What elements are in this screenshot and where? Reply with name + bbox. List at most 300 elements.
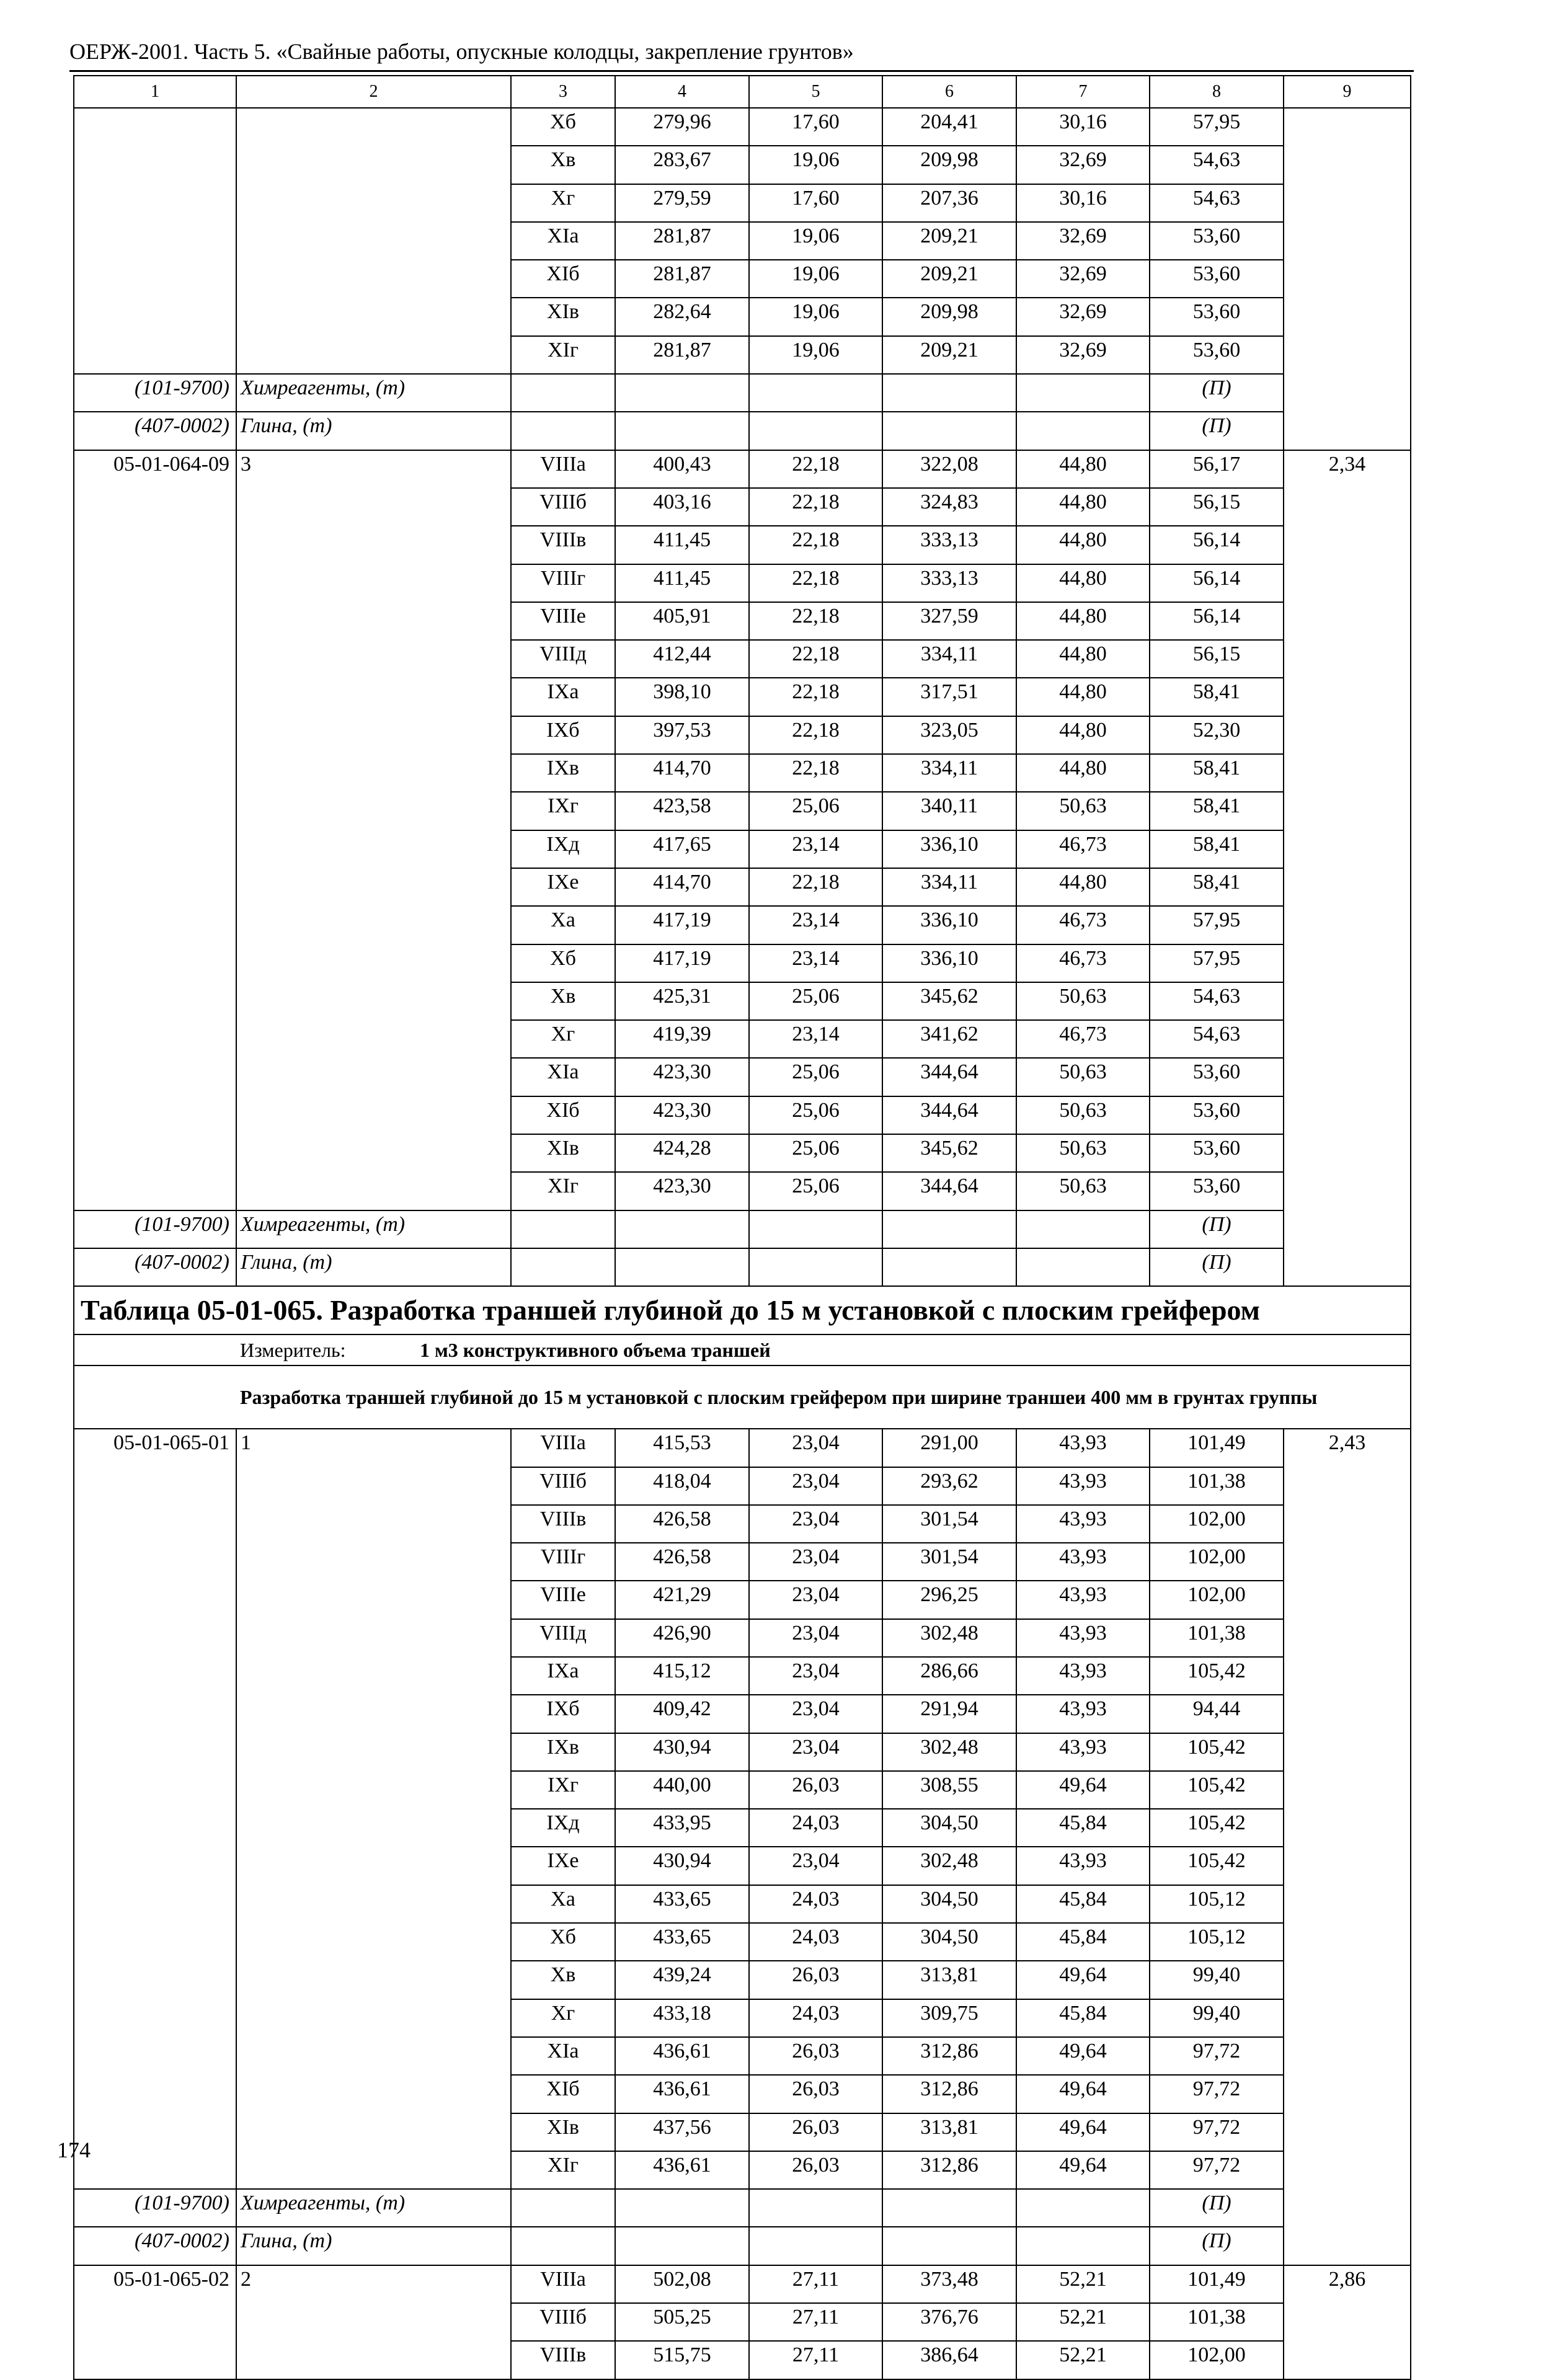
cell-col5: 23,04 [749,1695,882,1733]
cell-col7: 50,63 [1016,792,1150,830]
cell-col7: 44,80 [1016,602,1150,640]
cell-col7: 52,21 [1016,2341,1150,2379]
cell-col5: 19,06 [749,260,882,298]
cell-col5: 24,03 [749,1999,882,2037]
soil-group [236,108,511,374]
cell-col3: XIа [511,1058,615,1096]
column-number: 9 [1284,76,1411,108]
cell-col3: IXа [511,678,615,716]
cell-col3: VIIIа [511,450,615,488]
cell-col8: 97,72 [1150,2113,1284,2151]
cell-col7: 44,80 [1016,564,1150,602]
cell-col5: 25,06 [749,792,882,830]
material-row [74,1248,1411,1286]
cell-col3: VIIIе [511,1581,615,1618]
cell-col6: 313,81 [882,2113,1016,2151]
empty-cell [749,374,882,412]
cell-col8: 56,17 [1150,450,1284,488]
cell-col3: Xа [511,1885,615,1923]
cell-col7: 46,73 [1016,944,1150,982]
cell-col6: 209,98 [882,146,1016,184]
empty-cell [1016,374,1150,412]
cell-col5: 22,18 [749,868,882,906]
empty-cell [511,374,615,412]
cell-col6: 301,54 [882,1505,1016,1543]
cell-col5: 26,03 [749,2113,882,2151]
rate-code: 05-01-065-02 [74,2265,236,2379]
cell-col3: IXг [511,792,615,830]
cell-col4: 281,87 [615,336,749,374]
empty-cell [615,412,749,450]
cell-col3: Xа [511,906,615,944]
cell-col8: 58,41 [1150,754,1284,792]
table-title-row [74,1286,1411,1334]
unit-label: Измеритель: [240,1339,346,1362]
cell-col8: 101,49 [1150,1429,1284,1467]
cell-col3: VIIIв [511,1505,615,1543]
cell-col8: 56,15 [1150,488,1284,526]
material-mark: (П) [1150,1210,1284,1248]
cell-col7: 49,64 [1016,2075,1150,2113]
material-code: (101-9700) [74,2189,236,2227]
cell-col7: 49,64 [1016,2151,1150,2189]
cell-col8: 105,42 [1150,1771,1284,1809]
cell-col5: 22,18 [749,716,882,754]
cell-col8: 57,95 [1150,906,1284,944]
material-code: (407-0002) [74,412,236,450]
cell-col7: 49,64 [1016,2113,1150,2151]
material-mark: (П) [1150,2189,1284,2227]
cell-col7: 44,80 [1016,526,1150,564]
material-name: Химреагенты, (т) [236,374,511,412]
cell-col5: 23,04 [749,1733,882,1771]
cell-col8: 53,60 [1150,1134,1284,1172]
cell-col4: 440,00 [615,1771,749,1809]
cell-col7: 43,93 [1016,1847,1150,1885]
cell-col7: 43,93 [1016,1581,1150,1618]
cell-col7: 44,80 [1016,640,1150,678]
cell-col3: VIIIа [511,2265,615,2303]
cell-col3: VIIIе [511,602,615,640]
cell-col6: 209,98 [882,298,1016,335]
cell-col6: 302,48 [882,1847,1016,1885]
cell-col5: 22,18 [749,754,882,792]
empty-cell [1016,412,1150,450]
col9-value: 2,86 [1284,2265,1411,2379]
empty-cell [615,2227,749,2265]
cell-col5: 22,18 [749,526,882,564]
cell-col7: 50,63 [1016,1172,1150,1210]
cell-col8: 53,60 [1150,1058,1284,1096]
cell-col3: Xв [511,146,615,184]
material-name: Глина, (т) [236,1248,511,1286]
cell-col7: 32,69 [1016,222,1150,260]
column-number: 6 [882,76,1016,108]
unit-cell [236,1334,1411,1365]
cell-col6: 336,10 [882,830,1016,868]
cell-col6: 322,08 [882,450,1016,488]
cell-col8: 54,63 [1150,146,1284,184]
cell-col3: IXе [511,868,615,906]
cell-col6: 344,64 [882,1096,1016,1134]
cell-col8: 56,14 [1150,526,1284,564]
cell-col7: 52,21 [1016,2265,1150,2303]
cell-col3: Xг [511,1020,615,1058]
rate-code: 05-01-064-09 [74,450,236,1210]
cell-col6: 312,86 [882,2037,1016,2075]
cell-col4: 405,91 [615,602,749,640]
cell-col5: 17,60 [749,184,882,222]
cell-col5: 25,06 [749,1134,882,1172]
cell-col8: 102,00 [1150,1543,1284,1581]
cell-col4: 281,87 [615,222,749,260]
empty-cell [882,412,1016,450]
cell-col6: 286,66 [882,1657,1016,1695]
cell-col4: 412,44 [615,640,749,678]
cell-col8: 56,14 [1150,564,1284,602]
column-number: 3 [511,76,615,108]
table-title: Таблица 05-01-065. Разработка траншей глубиной до 15 м установкой с плоским грейфером [74,1286,1411,1334]
cell-col7: 30,16 [1016,108,1150,146]
cell-col3: XIв [511,1134,615,1172]
cell-col7: 44,80 [1016,488,1150,526]
cell-col8: 101,38 [1150,1619,1284,1657]
cell-col4: 409,42 [615,1695,749,1733]
cell-col7: 43,93 [1016,1657,1150,1695]
cell-col3: IXв [511,1733,615,1771]
cell-col5: 23,14 [749,944,882,982]
cell-col6: 327,59 [882,602,1016,640]
cell-col5: 23,04 [749,1429,882,1467]
cell-col3: Xв [511,1961,615,1999]
cell-col6: 376,76 [882,2303,1016,2341]
cell-col4: 415,12 [615,1657,749,1695]
cell-col3: XIб [511,2075,615,2113]
cell-col6: 317,51 [882,678,1016,716]
cell-col6: 209,21 [882,222,1016,260]
cell-col6: 302,48 [882,1733,1016,1771]
material-code: (101-9700) [74,1210,236,1248]
cell-col8: 97,72 [1150,2075,1284,2113]
cell-col3: VIIIг [511,564,615,602]
empty-cell [749,2227,882,2265]
cell-col5: 22,18 [749,450,882,488]
cell-col8: 97,72 [1150,2151,1284,2189]
table-row [74,2265,1411,2303]
cell-col8: 58,41 [1150,792,1284,830]
table-body [74,76,1411,2379]
cell-col4: 425,31 [615,982,749,1020]
cell-col8: 105,42 [1150,1657,1284,1695]
cell-col6: 301,54 [882,1543,1016,1581]
cell-col5: 19,06 [749,222,882,260]
cell-col7: 50,63 [1016,1134,1150,1172]
cell-col8: 97,72 [1150,2037,1284,2075]
cell-col3: XIг [511,336,615,374]
cell-col3: XIг [511,2151,615,2189]
cell-col5: 24,03 [749,1923,882,1961]
cell-col3: VIIIб [511,1467,615,1505]
cell-col4: 417,65 [615,830,749,868]
cell-col6: 344,64 [882,1172,1016,1210]
cell-col7: 50,63 [1016,1058,1150,1096]
cell-col7: 43,93 [1016,1505,1150,1543]
cell-col8: 101,38 [1150,1467,1284,1505]
cell-col6: 291,94 [882,1695,1016,1733]
cell-col5: 19,06 [749,298,882,335]
cell-col3: Xб [511,108,615,146]
cell-col7: 49,64 [1016,2037,1150,2075]
cell-col8: 53,60 [1150,1096,1284,1134]
cell-col3: VIIIв [511,526,615,564]
cell-col4: 436,61 [615,2037,749,2075]
cell-col8: 94,44 [1150,1695,1284,1733]
cell-col7: 30,16 [1016,184,1150,222]
cell-col3: XIв [511,2113,615,2151]
cell-col4: 411,45 [615,526,749,564]
cell-col7: 50,63 [1016,1096,1150,1134]
cell-col4: 433,95 [615,1809,749,1847]
cell-col7: 32,69 [1016,298,1150,335]
cell-col5: 22,18 [749,602,882,640]
page-header: ОЕРЖ-2001. Часть 5. «Свайные работы, опускные колодцы, закрепление грунтов» [69,39,854,64]
cell-col6: 309,75 [882,1999,1016,2037]
cell-col8: 53,60 [1150,222,1284,260]
cell-col6: 334,11 [882,868,1016,906]
cell-col3: VIIIа [511,1429,615,1467]
empty-cell [749,1210,882,1248]
cell-col5: 25,06 [749,1096,882,1134]
cell-col7: 44,80 [1016,716,1150,754]
material-name: Глина, (т) [236,2227,511,2265]
cell-col4: 430,94 [615,1733,749,1771]
cell-col6: 345,62 [882,1134,1016,1172]
unit-row [74,1334,1411,1365]
cell-col4: 414,70 [615,754,749,792]
cell-col8: 54,63 [1150,184,1284,222]
material-row [74,1210,1411,1248]
cell-col4: 279,96 [615,108,749,146]
cell-col7: 49,64 [1016,1771,1150,1809]
cell-col8: 105,12 [1150,1885,1284,1923]
cell-col5: 27,11 [749,2341,882,2379]
cell-col5: 19,06 [749,336,882,374]
cell-col8: 54,63 [1150,982,1284,1020]
cell-col7: 50,63 [1016,982,1150,1020]
cell-col3: IXб [511,716,615,754]
cell-col4: 282,64 [615,298,749,335]
material-mark: (П) [1150,412,1284,450]
material-name: Глина, (т) [236,412,511,450]
cell-col3: IXд [511,830,615,868]
cell-col4: 424,28 [615,1134,749,1172]
empty-cell [615,374,749,412]
cell-col5: 23,04 [749,1543,882,1581]
cell-col8: 105,42 [1150,1809,1284,1847]
empty-cell [1016,2189,1150,2227]
empty-cell [882,2189,1016,2227]
cell-col7: 46,73 [1016,830,1150,868]
cell-col5: 17,60 [749,108,882,146]
cell-col3: IXа [511,1657,615,1695]
cell-col4: 433,65 [615,1885,749,1923]
cell-col7: 46,73 [1016,1020,1150,1058]
column-number: 1 [74,76,236,108]
cell-col5: 23,04 [749,1467,882,1505]
material-mark: (П) [1150,374,1284,412]
cell-col3: IXе [511,1847,615,1885]
cell-col4: 279,59 [615,184,749,222]
empty-cell [615,1210,749,1248]
cell-col7: 52,21 [1016,2303,1150,2341]
cell-col7: 32,69 [1016,146,1150,184]
cell-col6: 302,48 [882,1619,1016,1657]
cell-col7: 43,93 [1016,1695,1150,1733]
cell-col6: 207,36 [882,184,1016,222]
col9-value: 2,43 [1284,1429,1411,2265]
cell-col8: 53,60 [1150,298,1284,335]
desc-spacer [74,1365,236,1429]
cell-col5: 25,06 [749,982,882,1020]
cell-col3: VIIIв [511,2341,615,2379]
cell-col3: Xв [511,982,615,1020]
soil-group: 2 [236,2265,511,2379]
material-row [74,2189,1411,2227]
cell-col5: 26,03 [749,1961,882,1999]
cell-col5: 22,18 [749,564,882,602]
cell-col7: 45,84 [1016,1923,1150,1961]
empty-cell [749,412,882,450]
cell-col4: 397,53 [615,716,749,754]
cell-col4: 505,25 [615,2303,749,2341]
cell-col5: 23,04 [749,1581,882,1618]
cell-col3: VIIIд [511,640,615,678]
cell-col4: 400,43 [615,450,749,488]
soil-group: 1 [236,1429,511,2189]
cell-col6: 304,50 [882,1885,1016,1923]
cell-col6: 296,25 [882,1581,1016,1618]
cell-col8: 105,42 [1150,1847,1284,1885]
column-number: 4 [615,76,749,108]
cell-col4: 417,19 [615,906,749,944]
cell-col4: 281,87 [615,260,749,298]
cell-col3: Xб [511,1923,615,1961]
cell-col5: 23,04 [749,1657,882,1695]
cell-col5: 22,18 [749,640,882,678]
cell-col5: 23,04 [749,1619,882,1657]
cell-col3: IXд [511,1809,615,1847]
cell-col6: 333,13 [882,526,1016,564]
cell-col4: 426,90 [615,1619,749,1657]
cell-col4: 437,56 [615,2113,749,2151]
cell-col5: 22,18 [749,678,882,716]
cell-col8: 52,30 [1150,716,1284,754]
cell-col6: 336,10 [882,944,1016,982]
cell-col4: 419,39 [615,1020,749,1058]
cell-col6: 336,10 [882,906,1016,944]
soil-group: 3 [236,450,511,1210]
cell-col3: XIа [511,222,615,260]
cell-col8: 56,15 [1150,640,1284,678]
cell-col6: 209,21 [882,336,1016,374]
material-mark: (П) [1150,2227,1284,2265]
cell-col7: 45,84 [1016,1809,1150,1847]
cell-col6: 334,11 [882,640,1016,678]
empty-cell [511,1210,615,1248]
cell-col8: 57,95 [1150,108,1284,146]
cell-col7: 43,93 [1016,1543,1150,1581]
cell-col4: 515,75 [615,2341,749,2379]
empty-cell [749,2189,882,2227]
cell-col6: 341,62 [882,1020,1016,1058]
cell-col4: 417,19 [615,944,749,982]
cell-col6: 333,13 [882,564,1016,602]
empty-cell [749,1248,882,1286]
empty-cell [615,1248,749,1286]
cell-col4: 403,16 [615,488,749,526]
empty-cell [882,374,1016,412]
cell-col7: 43,93 [1016,1429,1150,1467]
cell-col4: 423,30 [615,1058,749,1096]
cell-col8: 99,40 [1150,1999,1284,2037]
cell-col6: 386,64 [882,2341,1016,2379]
cell-col4: 415,53 [615,1429,749,1467]
cell-col3: Xб [511,944,615,982]
cell-col5: 22,18 [749,488,882,526]
cell-col3: VIIIб [511,488,615,526]
cell-col4: 421,29 [615,1581,749,1618]
material-row [74,374,1411,412]
cell-col6: 340,11 [882,792,1016,830]
table-row [74,1429,1411,1467]
cell-col7: 44,80 [1016,450,1150,488]
empty-cell [615,2189,749,2227]
cell-col5: 25,06 [749,1058,882,1096]
cell-col8: 58,41 [1150,678,1284,716]
empty-cell [882,1248,1016,1286]
cell-col6: 312,86 [882,2075,1016,2113]
cell-col8: 102,00 [1150,1581,1284,1618]
cell-col8: 105,42 [1150,1733,1284,1771]
cell-col6: 293,62 [882,1467,1016,1505]
cell-col4: 283,67 [615,146,749,184]
cell-col8: 53,60 [1150,260,1284,298]
cell-col7: 44,80 [1016,678,1150,716]
material-code: (101-9700) [74,374,236,412]
cell-col3: VIIIг [511,1543,615,1581]
cell-col4: 423,58 [615,792,749,830]
section-description: Разработка траншей глубиной до 15 м установкой с плоским грейфером при ширине траншеи 400 мм в грунтах группы [236,1365,1411,1429]
cell-col8: 101,38 [1150,2303,1284,2341]
cell-col4: 423,30 [615,1172,749,1210]
cell-col3: XIа [511,2037,615,2075]
cell-col4: 418,04 [615,1467,749,1505]
empty-cell [1016,1248,1150,1286]
cell-col3: VIIIд [511,1619,615,1657]
cell-col3: Xг [511,1999,615,2037]
cell-col7: 32,69 [1016,336,1150,374]
col9-value [1284,108,1411,450]
material-name: Химреагенты, (т) [236,2189,511,2227]
cell-col5: 19,06 [749,146,882,184]
cell-col5: 26,03 [749,1771,882,1809]
cell-col3: VIIIб [511,2303,615,2341]
rate-code: 05-01-065-01 [74,1429,236,2189]
cell-col8: 54,63 [1150,1020,1284,1058]
column-number: 7 [1016,76,1150,108]
cell-col5: 27,11 [749,2303,882,2341]
column-number-row [74,76,1411,108]
